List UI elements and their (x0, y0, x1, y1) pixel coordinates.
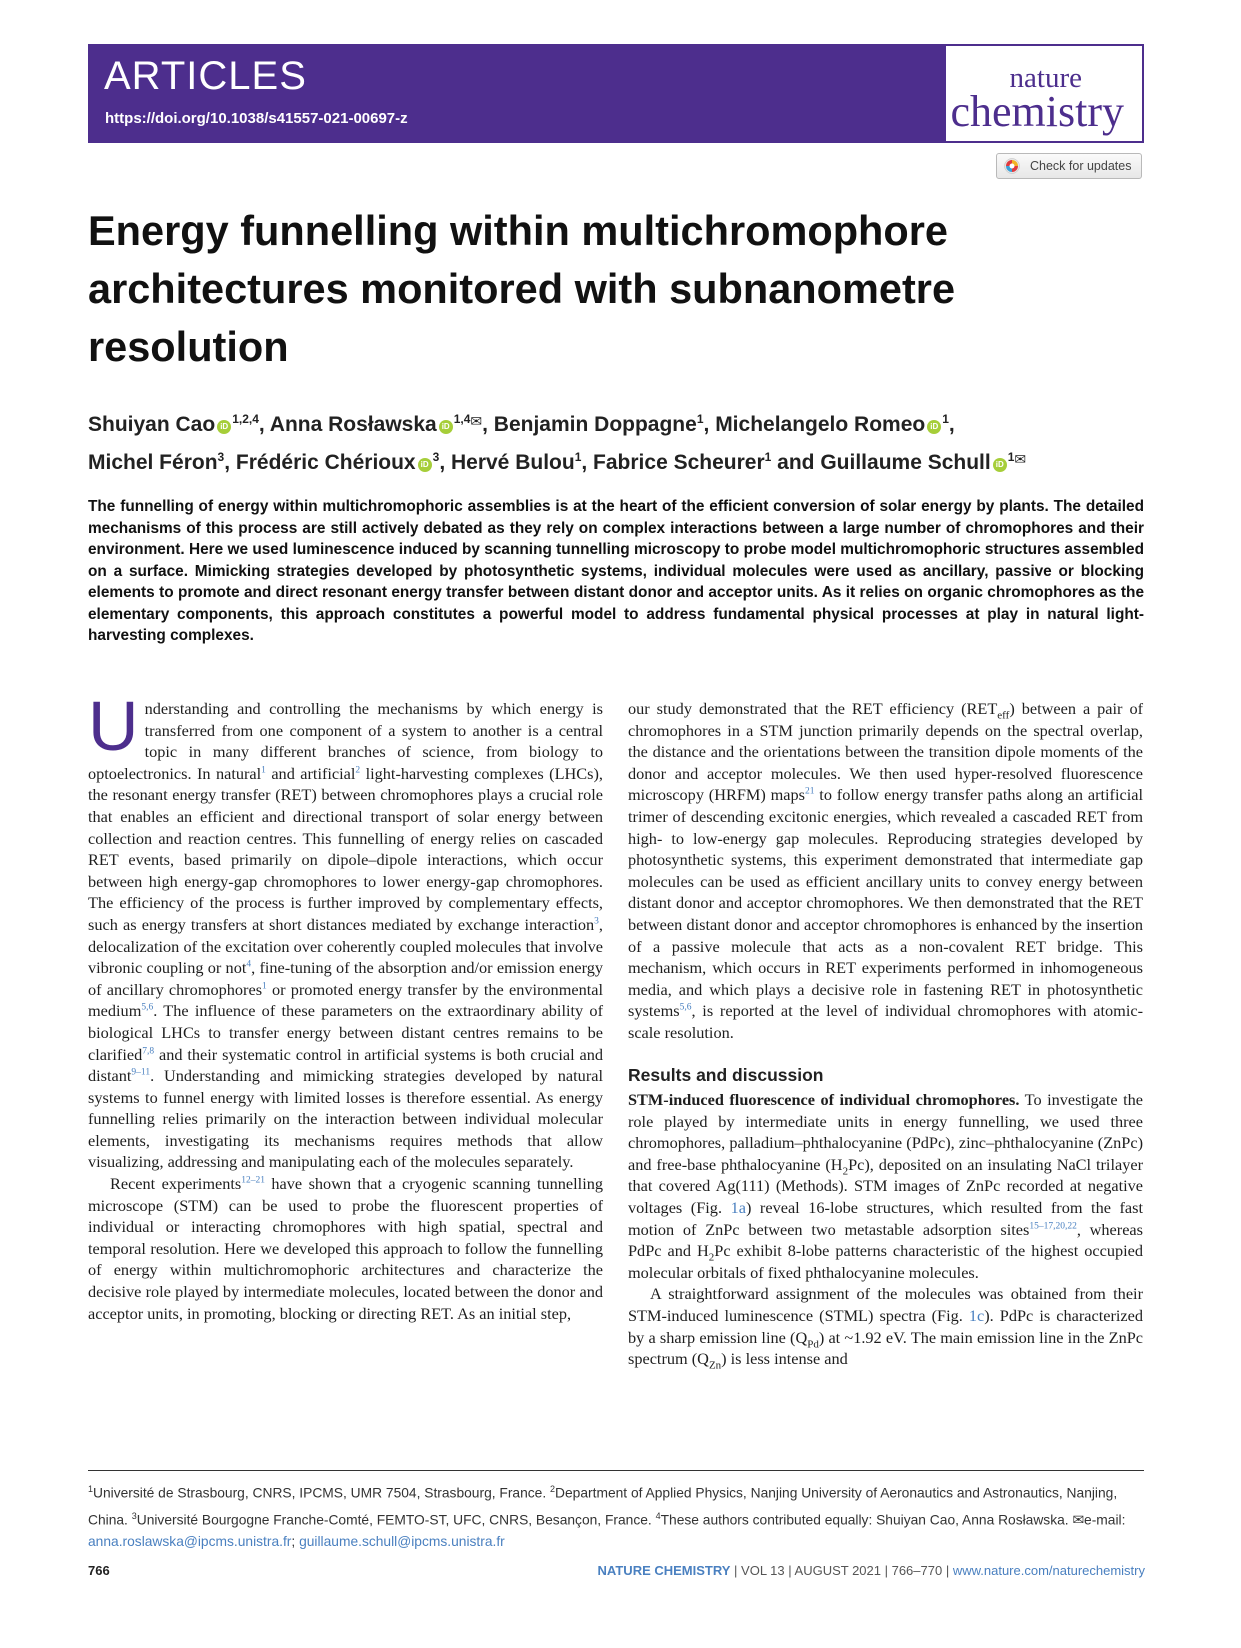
citation-ref[interactable]: 12–21 (241, 1175, 265, 1186)
envelope-icon[interactable]: ✉ (1014, 451, 1027, 467)
figure-ref-link[interactable]: 1a (730, 1198, 746, 1218)
envelope-icon: ✉ (1072, 1512, 1085, 1528)
citation-ref[interactable]: 21 (804, 786, 815, 797)
orcid-icon[interactable]: iD (993, 458, 1007, 472)
citation-ref[interactable]: 1 (262, 981, 267, 992)
author-name[interactable]: Hervé Bulou (450, 451, 575, 474)
author-name[interactable]: Shuiyan Cao (88, 413, 216, 436)
author-affiliation-ref: 1 (1007, 450, 1015, 464)
citation-ref[interactable]: 9–11 (131, 1067, 151, 1078)
affiliation-text: Department of Applied Physics, Nanjing University of Aeronautics and Astronautics, Nanjing, China. (88, 1485, 1118, 1528)
orcid-icon[interactable]: iD (439, 420, 453, 434)
journal-url-link[interactable]: www.nature.com/naturechemistry (952, 1563, 1145, 1578)
author-affiliation-ref: 1 (764, 450, 772, 464)
author-name[interactable]: Anna Rosławska (269, 413, 437, 436)
envelope-icon[interactable]: ✉ (470, 413, 483, 429)
check-for-updates-label: Check for updates (1030, 159, 1132, 173)
email-label: e-mail: (1084, 1512, 1126, 1528)
email-link[interactable]: guillaume.schull@ipcms.unistra.fr (299, 1534, 505, 1550)
journal-name: NATURE CHEMISTRY (597, 1563, 731, 1578)
page-number: 766 (88, 1563, 110, 1578)
body-paragraph-2-continued: our study demonstrated that the RET efficiency $(RET_{eff})$ between a pair of chromophores in a STM junction primarily depends on the spectral overlap, the distance and the orientations between the transition dipole moments of the donor and acceptor molecules. We then used hyper-resolved fluorescence microscopy (HRFM) maps$^{21}$ to follow energy transfer paths along an artificial trimer of descending excitonic energies, which revealed a cascaded RET from high- to low-energy gap molecules. Reproducing strategies developed by photosynthetic systems, this experiment demonstrated that intermediate gap molecules can be used as efficient ancillary units to convey energy between distant donor and acceptor chromophores. We then demonstrated that the RET between distant donor and acceptor chromophores is enhanced by the insertion of a passive molecule that acts as a non-covalent RET bridge. This mechanism, which occurs in RET experiments performed in inhomogeneous media, and which plays a decisive role in fastening RET in photosynthetic systems$^{5,6}$, is reported at the level of individual chromophores with atomic-scale resolution. (628, 699, 1144, 1042)
affiliations-footnote: $^1$Université de Strasbourg, CNRS, IPCMS, UMR 7504, Strasbourg, France. $^2$Department of Applied Physics, Nanjing University of Aeronautics and Astronautics, Nanjing, China. $^3$Université Bourgogne Franche-Comté, FEMTO-ST, UFC, CNRS, Besançon, France. $^4$These authors contributed equally: Shuiyan Cao, Anna Rosławska. ✉e-mail: anna.roslawska@ipcms.unistra.fr; guillaume.schull@ipcms.unistra.fr (88, 1484, 1126, 1550)
author-affiliation-ref: 1,2,4 (232, 412, 259, 426)
affiliation-text: These authors contributed equally: Shuiyan Cao, Anna Rosławska. (660, 1512, 1073, 1528)
author-affiliation-ref: 1,4 (453, 412, 471, 426)
citation-ref[interactable]: 4 (246, 959, 252, 970)
doi-link[interactable]: https://doi.org/10.1038/s41557-021-00697-z (105, 110, 408, 127)
body-paragraph-3: STM-induced fluorescence of individual chromophores. To investigate the role played by intermediate units in energy funnelling, we used three chromophores, palladium–phthalocyanine (PdPc), zinc–phthalocyanine (ZnPc) and free-base phthalocyanine $(H_2Pc)$, deposited on an insulating NaCl trilayer that covered Ag(111) (Methods). STM images of ZnPc recorded at negative voltages (Fig. 1a) reveal 16-lobe structures, which resulted from the fast motion of ZnPc between two metastable adsorption sites$^{15-17,20,22}$, whereas PdPc and $H_2Pc$ exhibit 8-lobe patterns characteristic of the highest occupied molecular orbitals of fixed phthalocyanine molecules. (628, 1090, 1144, 1282)
author-name[interactable]: Guillaume Schull (820, 451, 991, 474)
run-in-heading: STM-induced fluorescence of individual chromophores. (628, 1090, 1020, 1110)
paragraph-1-text: nderstanding and controlling the mechanisms by which energy is transferred from one component of a system to another is a central topic in many different branches of science, from biology to optoelectronics. In natural$^1$ and artificial$^2$ light-harvesting complexes (LHCs), the resonant energy transfer (RET) between chromophores plays a crucial role that enables an efficient and directional transport of solar energy between collection and reaction centres. This funnelling of energy relies on cascaded RET events, based primarily on dipole–dipole interactions, which occur between high energy-gap chromophores to lower energy-gap chromophores. The efficiency of the process is further improved by complementary effects, such as energy transfers at short distances mediated by exchange interaction$^3$, delocalization of the excitation over coherently coupled molecules that involve vibronic coupling or not$^4$, fine-tuning of the absorption and/or emission energy of ancillary chromophores$^1$ or promoted energy transfer by the environmental medium$^{5,6}$. The influence of these parameters on the extraordinary ability of biological LHCs to transfer energy between distant centres remains to be clarified$^{7,8}$ and their systematic control in artificial systems is both crucial and distant$^{9-11}$. Understanding and mimicking strategies developed by natural systems to funnel energy with limited losses is therefore essential. As energy funnelling relies primarily on the interaction between individual molecular elements, investigating its mechanisms requires methods that allow visualizing, addressing and manipulating each of the molecules separately. (88, 699, 604, 1172)
author-name[interactable]: Fabrice Scheurer (593, 451, 765, 474)
subscript: 2 (708, 1251, 715, 1264)
section-heading: Results and discussion (628, 1064, 824, 1085)
author-affiliation-ref: 1 (574, 450, 582, 464)
crossmark-icon (1004, 158, 1020, 174)
subscript: 2 (842, 1165, 849, 1178)
subscript: Zn (708, 1359, 722, 1372)
citation-ref[interactable]: 15–17,20,22 (1029, 1221, 1077, 1232)
author-affiliation-ref: 1 (942, 412, 949, 426)
author-name[interactable]: Benjamin Doppagne (493, 413, 697, 436)
orcid-icon[interactable]: iD (217, 420, 231, 434)
email-link[interactable]: anna.roslawska@ipcms.unistra.fr (88, 1534, 292, 1550)
citation-ref[interactable]: 1 (261, 765, 266, 776)
journal-details: | VOL 13 | AUGUST 2021 | 766–770 | (730, 1563, 953, 1578)
citation-ref[interactable]: 2 (355, 765, 361, 776)
author-list: Shuiyan Cao iD$^{1,2,4}$, Anna Rosławska $iD^{1,4✉}$, Benjamin Doppagne$^1$, Michelangelo Romeo $iD^1$, Michel Féron$^3$, Frédéric Chérioux $iD^3$, Hervé Bulou$^1$, Fabrice Scheurer$^1$ and Guillaume Schull $iD^{1✉}$ (88, 412, 1027, 474)
affiliation-text: Université de Strasbourg, CNRS, IPCMS, UMR 7504, Strasbourg, France. (93, 1485, 551, 1501)
citation-ref[interactable]: 5,6 (141, 1002, 154, 1013)
author-affiliation-ref: 3 (432, 450, 440, 464)
subscript: eff (997, 709, 1010, 722)
body-column-left (88, 687, 604, 1324)
body-column-right (628, 698, 1143, 1370)
check-for-updates-button[interactable] (996, 153, 1142, 179)
author-name[interactable]: Michel Féron (88, 451, 218, 474)
journal-logo-chemistry: chemistry (950, 87, 1124, 136)
affiliation-number: 4 (655, 1510, 661, 1521)
abstract: The funnelling of energy within multichromophoric assemblies is at the heart of the efficient conversion of solar energy by plants. The detailed mechanisms of this process are still actively debated as they rely on complex interactions between a large number of chromophores and their environment. Here we used luminescence induced by scanning tunnelling microscopy to probe model multichromophoric structures assembled on a surface. Mimicking strategies developed by photosynthetic systems, individual molecules were used as ancillary, passive or blocking elements to promote and direct resonant energy transfer between distant donor and acceptor units. As it relies on organic chromophores as the elementary components, this approach constitutes a powerful model to address fundamental physical processes at play in natural light-harvesting complexes. (88, 498, 1144, 644)
author-affiliation-ref: 3 (217, 450, 225, 464)
journal-logo-box (946, 46, 1142, 141)
citation-ref[interactable]: 5,6 (679, 1002, 692, 1013)
journal-logo-nature: nature (1009, 62, 1082, 94)
author-name[interactable]: Michelangelo Romeo (715, 413, 926, 436)
affiliation-number: 2 (550, 1484, 556, 1494)
body-paragraph-1 (88, 687, 604, 1173)
subscript: Pd (807, 1337, 819, 1350)
dropcap: U (88, 687, 139, 765)
section-label: ARTICLES (104, 54, 307, 98)
affiliation-text: Université Bourgogne Franche-Comté, FEMTO-ST, UFC, CNRS, Besançon, France. (136, 1512, 656, 1528)
citation-ref[interactable]: 7,8 (142, 1046, 155, 1057)
orcid-icon[interactable]: iD (418, 458, 432, 472)
journal-footer (598, 1563, 1145, 1578)
article-type-banner (88, 44, 1144, 143)
article-title: Energy funnelling within multichromophore architectures monitored with subnanometre resolution (88, 207, 956, 370)
body-paragraph-2: Recent experiments$^{12-21}$ have shown that a cryogenic scanning tunnelling microscope (STM) can be used to probe the fluorescent properties of individual or interacting chromophores with high spatial, spectral and temporal resolution. Here we developed this approach to follow the funnelling of energy within multichromophoric architectures and characterize the decisive role played by intermediate molecules, located between the donor and acceptor units, in promoting, blocking or directing RET. As an initial step, (88, 1174, 604, 1323)
orcid-icon[interactable]: iD (927, 420, 941, 434)
author-affiliation-ref: 1 (696, 412, 704, 426)
body-paragraph-4: A straightforward assignment of the molecules was obtained from their STM-induced luminescence (STML) spectra (Fig. 1c). PdPc is characterized by a sharp emission line $(Q_{Pd})$ at ~1.92 eV. The main emission line in the ZnPc spectrum $(Q_{Zn})$ is less intense and (628, 1284, 1144, 1372)
footnote-divider (88, 1470, 1144, 1471)
author-name[interactable]: Frédéric Chérioux (235, 451, 416, 474)
figure-ref-link[interactable]: 1c (968, 1306, 985, 1326)
affiliation-number: 1 (88, 1484, 94, 1494)
affiliation-number: 3 (131, 1510, 137, 1521)
citation-ref[interactable]: 3 (594, 916, 599, 927)
